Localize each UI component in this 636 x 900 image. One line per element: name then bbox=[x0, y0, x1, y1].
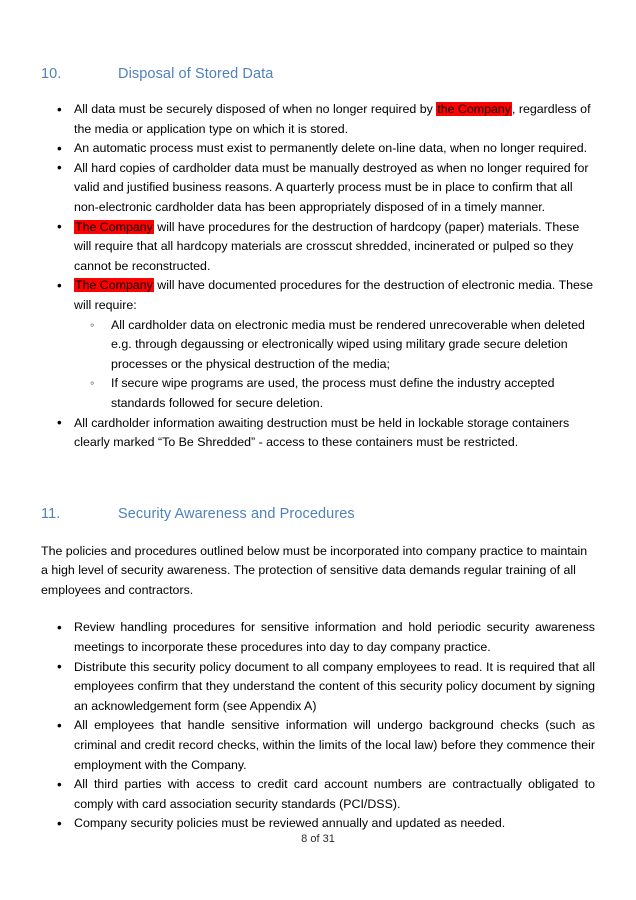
section10-bullet-list bbox=[41, 100, 595, 453]
bullet-text-post: will have procedures for the destruction of hardcopy (paper) materials. These will require that all hardcopy materials are crosscut shredded, incinerated or pulped so they cannot be reconstructed. bbox=[74, 219, 580, 273]
section-heading-10 bbox=[41, 66, 595, 82]
list-item bbox=[41, 100, 595, 139]
list-item: • All third parties with access to credit card account numbers are contractually obligated to comply with card association security standards (PCI/DSS). bbox=[41, 775, 595, 814]
list-item: • All cardholder information awaiting destruction must be held in lockable storage containers clearly marked “To Be Shredded” - access to these containers must be restricted. bbox=[41, 414, 595, 453]
list-item: • All employees that handle sensitive information will undergo background checks (such as criminal and credit record checks, within the limits of the local law) before they commence their employment with the Company. bbox=[41, 716, 595, 775]
highlighted-company-term: the Company bbox=[437, 102, 511, 116]
list-item bbox=[41, 139, 595, 159]
section-heading-11 bbox=[41, 506, 595, 522]
page-footer: 8 of 31 bbox=[301, 833, 335, 845]
list-item bbox=[41, 218, 595, 277]
sub-list-item: ◦ All cardholder data on electronic media must be rendered unrecoverable when deleted e.g. through degaussing or electronically wiped using military grade secure deletion processes or the physical destruction of the media; bbox=[74, 316, 595, 375]
bullet-text-pre: All data must be securely disposed of when no longer required by bbox=[74, 102, 437, 116]
section10-sub-bullet-list bbox=[74, 316, 595, 414]
list-item: • Distribute this security policy document to all company employees to read. It is required that all employees confirm that they understand the content of this security policy document by signing an acknowledgement form (see Appendix A) bbox=[41, 658, 595, 717]
section11-intro-paragraph: The policies and procedures outlined below must be incorporated into company practice to maintain a high level of security awareness. The protection of sensitive data demands regular training of all employees and contractors. bbox=[41, 543, 588, 597]
bullet-text-post: , regardless of the media or application type on which it is stored. bbox=[74, 102, 591, 136]
section-title-10: Disposal of Stored Data bbox=[118, 66, 274, 82]
bullet-text-pre: An automatic process must exist to permanently delete on-line data, when no longer required. bbox=[74, 141, 588, 156]
highlighted-company-term: The Company bbox=[75, 278, 153, 293]
section-number-11: 11. bbox=[41, 505, 61, 522]
list-item: • Company security policies must be reviewed annually and updated as needed. bbox=[41, 814, 595, 834]
list-item bbox=[41, 276, 595, 413]
bullet-text-pre: All hard copies of cardholder data must be manually destroyed as when no longer required for valid and justified business reasons. A quarterly process must be in place to confirm that all non-electronic cardholder data has been appropriately disposed of in a timely manner. bbox=[74, 160, 589, 214]
list-item: • Review handling procedures for sensitive information and hold periodic security awareness meetings to incorporate these procedures into day to day company practice. bbox=[41, 618, 595, 657]
highlighted-company-term: The Company bbox=[75, 219, 153, 234]
section-title-11: Security Awareness and Procedures bbox=[118, 505, 355, 522]
page-content bbox=[41, 0, 595, 834]
sub-list-item: ◦ If secure wipe programs are used, the process must define the industry accepted standards followed for secure deletion. bbox=[74, 374, 595, 413]
bullet-text-post: will have documented procedures for the destruction of electronic media. These will require: bbox=[74, 278, 594, 312]
section-number-10: 10. bbox=[41, 66, 62, 82]
list-item bbox=[41, 159, 595, 218]
section11-bullet-list bbox=[41, 618, 595, 834]
